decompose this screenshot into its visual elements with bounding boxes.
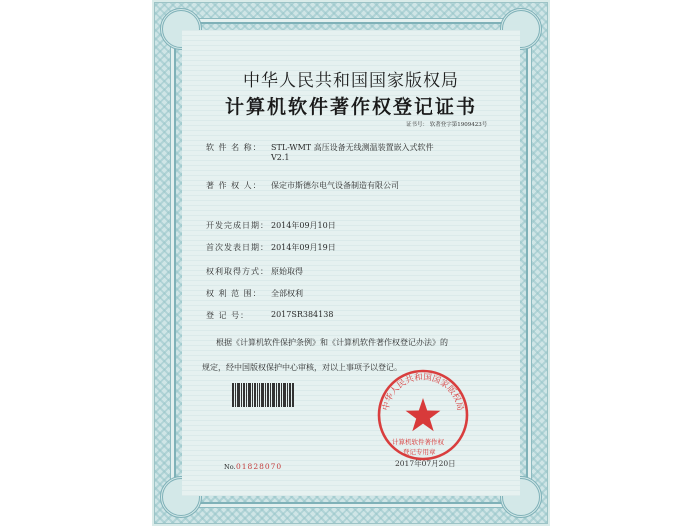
field-label-copyright-owner: 著 作 权 人：	[206, 181, 262, 190]
field-label-registration-number: 登 记 号：	[206, 311, 250, 320]
issuing-authority: 中华人民共和国国家版权局	[243, 71, 459, 91]
field-value-registration-number: 2017SR384138	[271, 310, 334, 319]
field-value-rights-scope: 全部权利	[271, 289, 303, 298]
seal-text-line1: 计算机软件著作权	[392, 438, 444, 446]
field-value-acquisition-method: 原始取得	[271, 267, 303, 276]
field-label-completion-date: 开发完成日期：	[206, 221, 269, 230]
serial-number: 01828070	[236, 462, 283, 471]
field-value-software-version: V2.1	[271, 153, 290, 162]
field-value-software-name: STL-WMT 高压设备无线测温装置嵌入式软件	[271, 143, 434, 152]
field-label-software-name: 软 件 名 称：	[206, 143, 262, 152]
seal-text-line2: 登记专用章	[403, 448, 436, 456]
registration-date: 2017年07月20日	[395, 459, 456, 468]
field-label-rights-scope: 权 利 范 围：	[206, 289, 262, 298]
field-label-acquisition-method: 权利取得方式：	[206, 267, 269, 276]
field-label-publish-date: 首次发表日期：	[206, 243, 269, 252]
barcode	[232, 383, 294, 407]
certificate-number: 证书号： 软著登字第1909423号	[406, 122, 488, 128]
seal-ring-text: 中华人民共和国国家版权局	[381, 372, 465, 412]
field-value-completion-date: 2014年09月10日	[271, 221, 336, 230]
seal-star-icon	[406, 398, 441, 431]
field-value-publish-date: 2014年09月19日	[271, 243, 336, 252]
certificate-title: 计算机软件著作权登记证书	[224, 96, 477, 118]
legal-paragraph-line2: 规定，经中国版权保护中心审核，对以上事项予以登记。	[202, 363, 402, 372]
legal-paragraph-line1: 根据《计算机软件保护条例》和《计算机软件著作权登记办法》的	[216, 338, 448, 347]
field-value-copyright-owner: 保定市斯德尔电气设备制造有限公司	[271, 181, 399, 190]
serial-label: No.	[224, 463, 236, 471]
